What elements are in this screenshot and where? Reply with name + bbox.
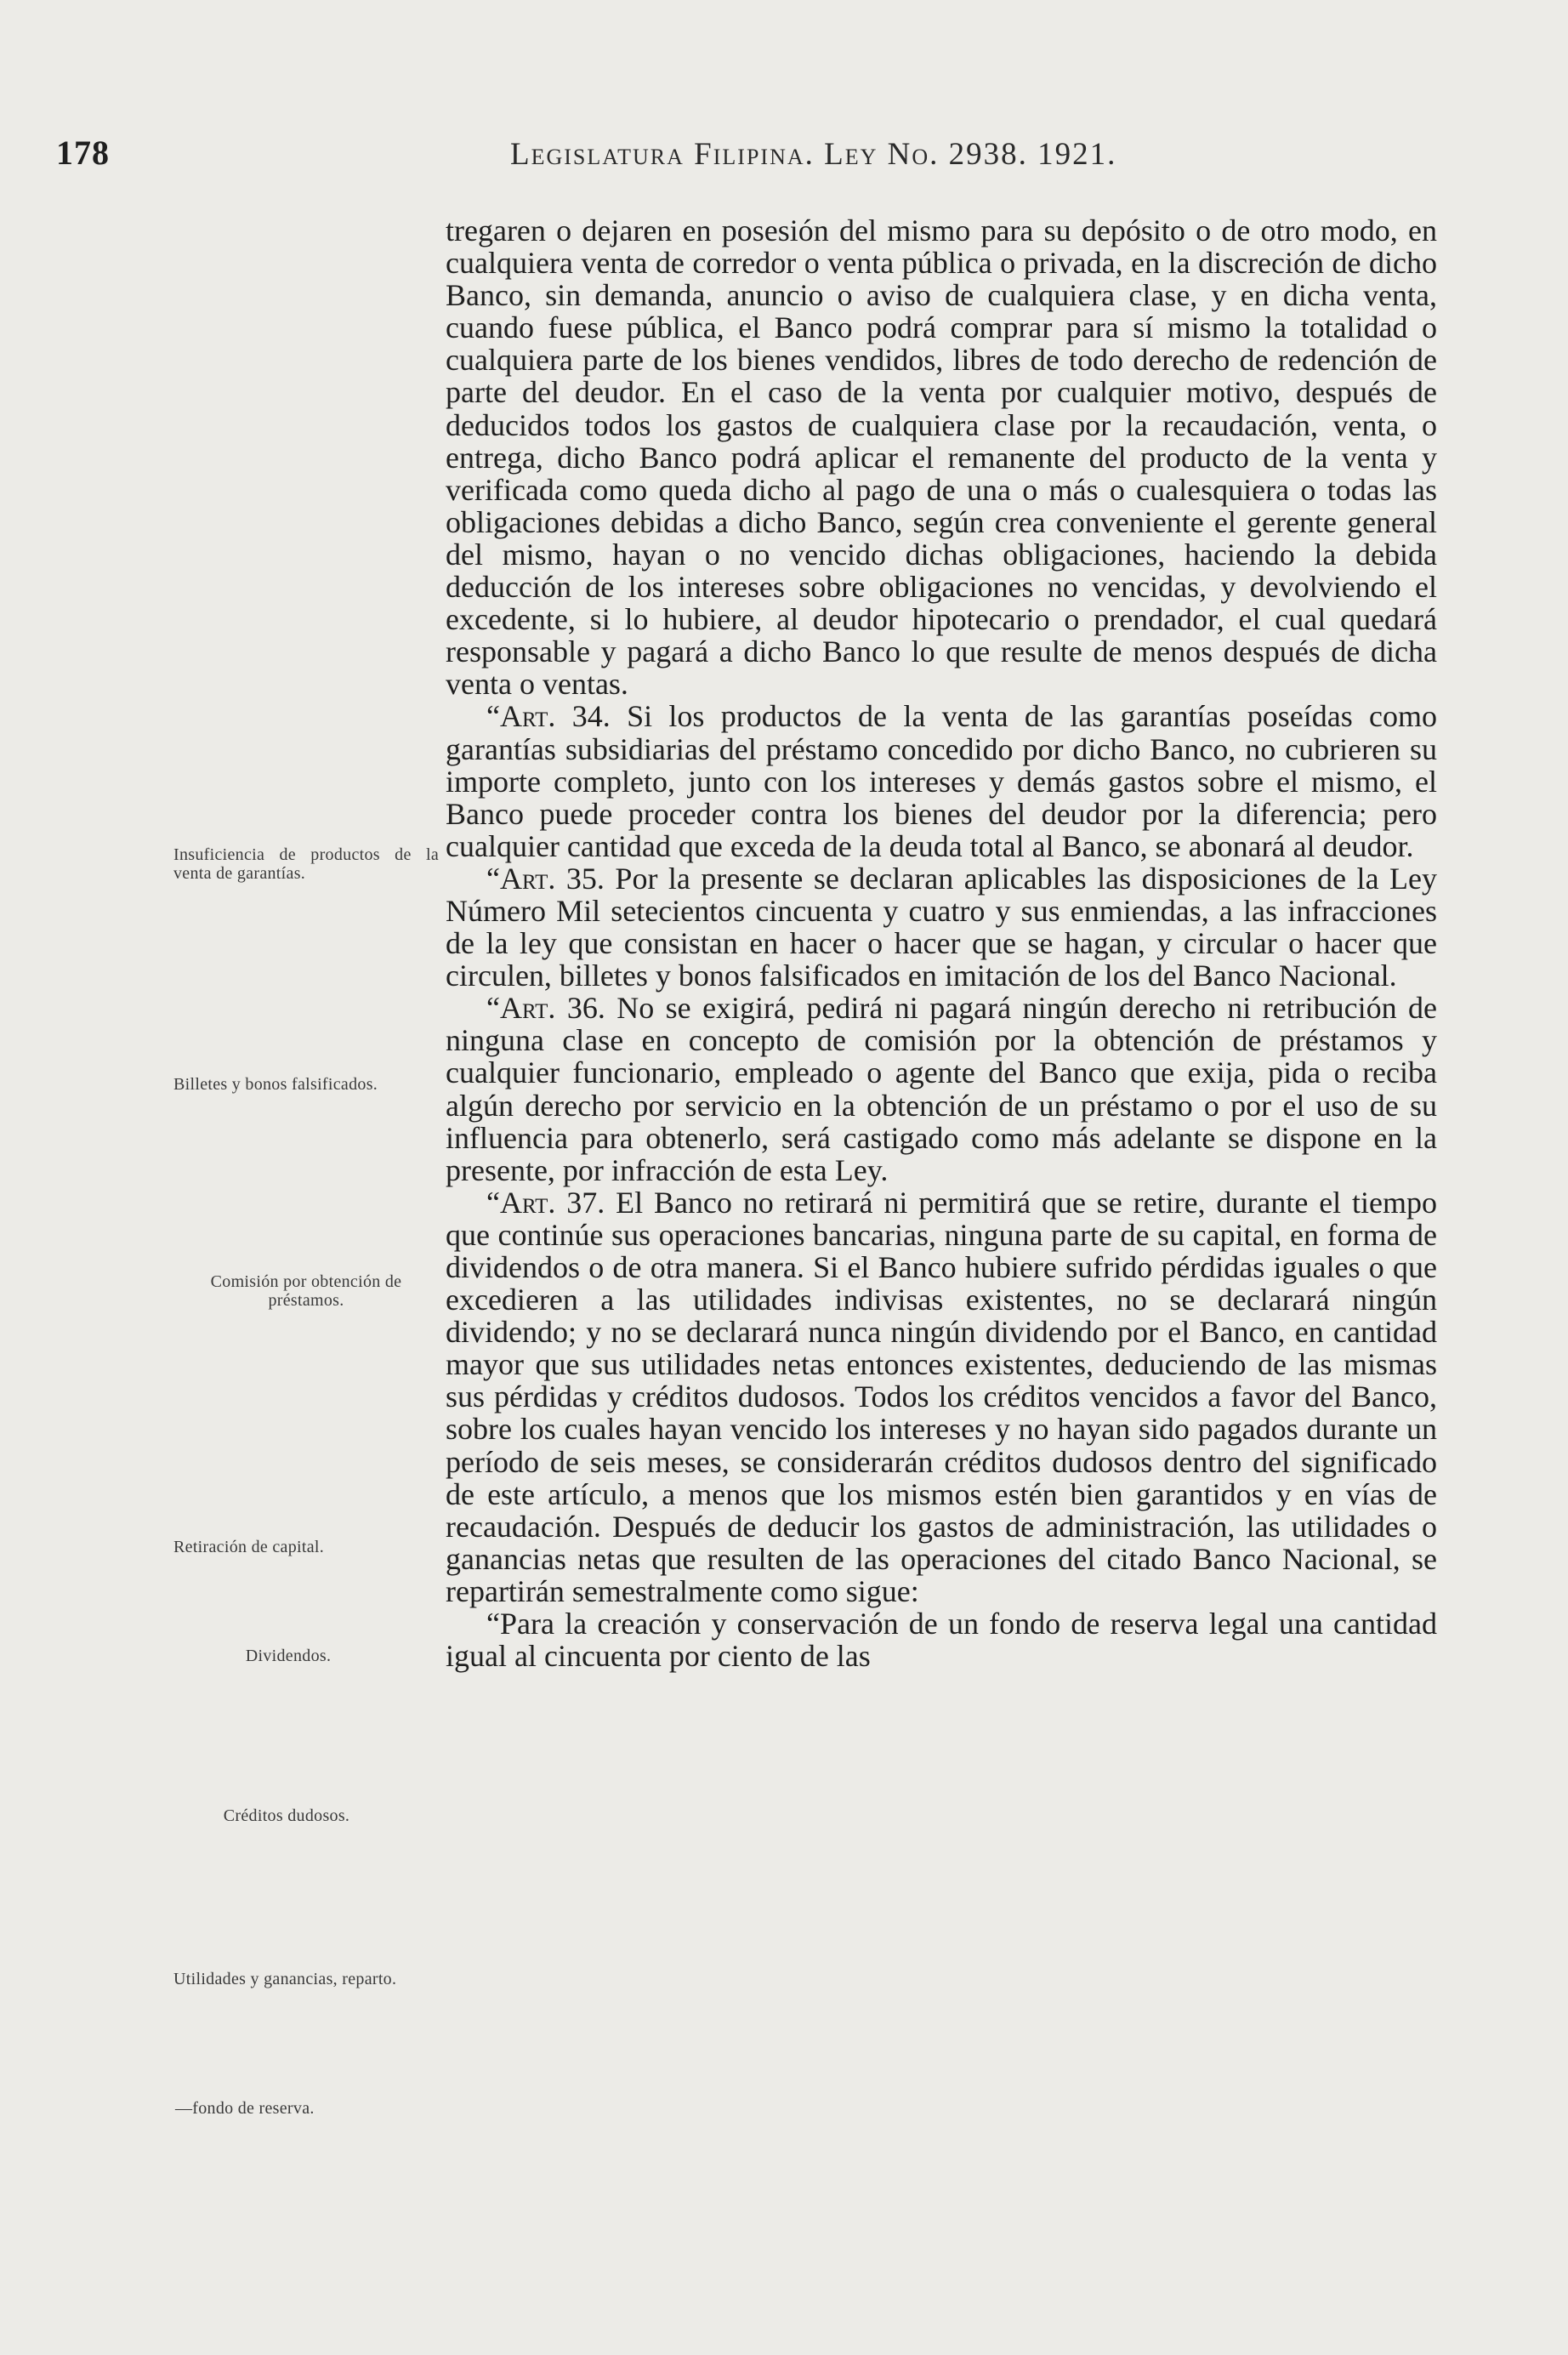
margin-note-dividendos: Dividendos. (245, 1647, 332, 1665)
article-label: “Art. 35. (486, 861, 605, 896)
paragraph-art-34 (446, 700, 1437, 862)
paragraph-art-37 (446, 1186, 1437, 1607)
body-text (446, 214, 1437, 1672)
paragraph-continuation: tregaren o dejaren en posesión del mismo para su depósito o de otro modo, en cualquiera venta de corredor o venta pública o privada, en la discreción de dicho Banco, sin demanda, anuncio o aviso de cualquiera clase, y en dicha venta, cuando fuese pública, el Banco podrá comprar para sí mismo la totalidad o cualquiera parte de los bienes vendidos, libres de todo derecho de redención de parte del deudor. En el caso de la venta por cualquier motivo, después de deducidos todos los gastos de cualquiera clase por la recaudación, venta, o entrega, dicho Banco podrá aplicar el remanente del producto de la venta y verificada como queda dicho al pago de una o más o cualesquiera o todas las obligaciones debidas a dicho Banco, según crea conveniente el gerente general del mismo, hayan o no vencido dichas obligaciones, haciendo la debida deducción de los intereses sobre obligaciones no vencidas, y devolviendo el excedente, si lo hubiere, al deudor hipotecario o prendador, el cual quedará responsable y pagará a dicho Banco lo que resulte de menos después de dicha venta o ventas. (446, 213, 1437, 702)
paragraph-reserve-fund (446, 1607, 1437, 1672)
page-number: 178 (56, 134, 110, 172)
margin-note-comision: Comisión por obtención de préstamos. (210, 1272, 402, 1310)
article-label: “Art. 36. (486, 991, 605, 1026)
margin-note-utilidades: Utilidades y ganancias, reparto. (173, 1970, 397, 1988)
margin-note-fondo-reserva: —fondo de reserva. (175, 2099, 315, 2118)
article-text: “Para la creación y conservación de un fondo de reserva legal una cantidad igual al cincuenta por ciento de las (446, 1607, 1437, 1674)
article-text: No se exigirá, pedirá ni pagará ningún derecho ni retribución de ninguna clase en concepto de comisión por la obtención de préstamos y cualquier funcionario, empleado o agente del Banco que exija, pida o reciba algún derecho por servicio en la obtención de un préstamo o por el uso de su influencia para obtenerlo, será castigado como más adelante se dispone en la presente, por infracción de esta Ley. (446, 991, 1438, 1187)
article-label: “Art. 34. (486, 699, 611, 734)
margin-note-billetes: Billetes y bonos falsificados. (173, 1075, 378, 1094)
article-text: Por la presente se declaran aplicables las disposiciones de la Ley Número Mil setecientos cincuenta y cuatro y sus enmiendas, a las infracciones de la ley que consistan en hacer o hacer que se hagan, y circular o hacer que circulen, billetes y bonos falsificados en imitación de los del Banco Nacional. (446, 861, 1438, 993)
article-text: Si los productos de la venta de las garantías poseídas como garantías subsidiarias del préstamo concedido por dicho Banco, no cubrieren su importe completo, junto con los intereses y demás gastos sobre el mismo, el Banco puede proceder contra los bienes del deudor por la diferencia; pero cualquier cantidad que exceda de la deuda total al Banco, se abonará al deudor. (446, 699, 1438, 863)
running-head: Legislatura Filipina. Ley No. 2938. 1921. (510, 137, 1117, 172)
margin-note-insuficiencia: Insuficiencia de productos de la venta de garantías. (173, 845, 439, 883)
margin-note-creditos-dudosos: Créditos dudosos. (223, 1806, 350, 1825)
paragraph-art-35 (446, 862, 1437, 992)
article-text: El Banco no retirará ni permitirá que se retire, durante el tiempo que continúe sus operaciones bancarias, ninguna parte de su capital, en forma de dividendos o de otra manera. Si el Banco hubiere sufrido pérdidas iguales o que excedieren a las utilidades indivisas existentes, no se declarará ningún dividendo; y no se declarará nunca ningún dividendo por el Banco, en cantidad mayor que sus utilidades netas entonces existentes, deduciendo de las mismas sus pérdidas y créditos dudosos. Todos los créditos vencidos a favor del Banco, sobre los cuales hayan vencido los intereses y no hayan sido pagados durante un período de seis meses, se considerarán créditos dudosos dentro del significado de este artículo, a menos que los mismos estén bien garantidos y en vías de recaudación. Después de deducir los gastos de administración, las utilidades o ganancias netas que resulten de las operaciones del citado Banco Nacional, se repartirán semestralmente como sigue: (446, 1185, 1438, 1608)
article-label: “Art. 37. (486, 1185, 605, 1220)
paragraph-art-36 (446, 992, 1437, 1186)
margin-note-retiracion: Retiración de capital. (173, 1538, 325, 1556)
